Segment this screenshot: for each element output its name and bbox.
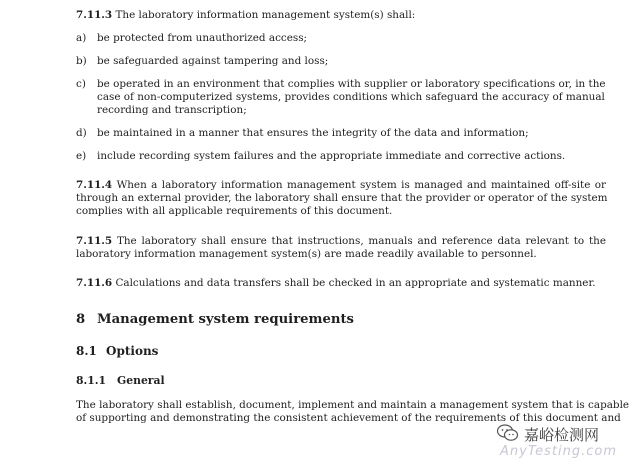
heading-title: Management system requirements	[97, 312, 354, 327]
clause-text: Calculations and data transfers shall be checked in an appropriate and systematic manner.	[115, 277, 596, 289]
watermark-en: AnyTesting.com	[500, 444, 618, 459]
paragraph-line: of supporting and demonstrating the consistent achievement of the requirements of this document and	[76, 412, 621, 424]
heading-8-1-1	[76, 374, 165, 388]
paragraph-line: The laboratory shall establish, document, implement and maintain a management system that is capable	[76, 399, 630, 411]
clause-7-11-4	[76, 179, 606, 192]
clause-7-11-6	[76, 277, 606, 290]
heading-number: 8.1.1	[76, 374, 107, 387]
heading-8-1	[76, 343, 158, 359]
list-item-label: d)	[76, 127, 87, 139]
list-item-label: a)	[76, 32, 87, 44]
list-item-text: be operated in an environment that complies with supplier or laboratory specifications or, in the	[97, 78, 606, 90]
list-item-text: case of non-computerized systems, provides conditions which safeguard the accuracy of manual	[97, 91, 605, 103]
clause-number: 7.11.5	[76, 235, 113, 247]
clause-number: 7.11.4	[76, 179, 113, 191]
clause-text: through an external provider, the laboratory shall ensure that the provider or operator of the system	[76, 192, 608, 204]
list-item-text: include recording system failures and the appropriate immediate and corrective actions.	[97, 150, 566, 162]
clause-7-11-3	[76, 9, 606, 22]
clause-7-11-5	[76, 235, 606, 248]
heading-number: 8.1	[76, 344, 97, 358]
clause-text: When a laboratory information management system is managed and maintained off-site or	[116, 179, 606, 191]
clause-text: The laboratory shall ensure that instructions, manuals and reference data relevant to the	[116, 235, 606, 247]
clause-text: The laboratory information management system(s) shall:	[115, 9, 416, 21]
heading-title: General	[117, 374, 165, 387]
list-item-text: be safeguarded against tampering and loss;	[97, 55, 329, 67]
wechat-icon	[497, 424, 519, 442]
clause-text: complies with all applicable requirements of this document.	[76, 205, 393, 217]
list-item-label: c)	[76, 78, 86, 90]
list-item-text: be maintained in a manner that ensures the integrity of the data and information;	[97, 127, 529, 139]
list-item-text: be protected from unauthorized access;	[97, 32, 308, 44]
clause-number: 7.11.3	[76, 9, 113, 21]
heading-number: 8	[76, 312, 86, 327]
watermark-cn: 嘉峪检测网	[520, 424, 603, 445]
list-item-label: e)	[76, 150, 87, 162]
clause-number: 7.11.6	[76, 277, 113, 289]
list-item-label: b)	[76, 55, 87, 67]
list-item-text: recording and transcription;	[97, 104, 247, 116]
clause-text: laboratory information management system(s) are made readily available to personnel.	[76, 248, 537, 260]
heading-8	[76, 311, 354, 328]
heading-title: Options	[106, 344, 159, 358]
